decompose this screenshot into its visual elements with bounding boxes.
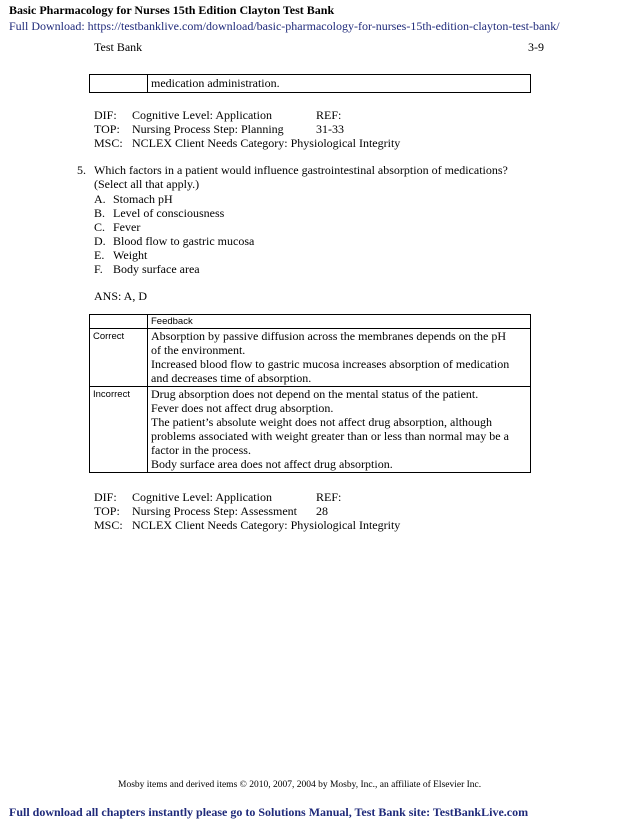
option-b — [94, 206, 224, 220]
option-letter: E. — [94, 248, 105, 262]
option-f — [94, 262, 200, 276]
feedback-corner-cell — [90, 315, 148, 329]
feedback-line: Absorption by passive diffusion across the membranes depends on the pH — [151, 329, 507, 343]
option-letter: B. — [94, 206, 106, 220]
feedback-line: Drug absorption does not depend on the mental status of the patient. — [151, 387, 479, 401]
dif-key: DIF: — [94, 108, 117, 122]
option-text: Body surface area — [113, 262, 200, 276]
msc-line — [94, 518, 400, 532]
feedback-line: Increased blood flow to gastric mucosa increases absorption of medication — [151, 357, 510, 371]
page-number: 3-9 — [528, 40, 544, 54]
feedback-line: factor in the process. — [151, 443, 251, 457]
ref-value: 28 — [316, 504, 328, 518]
download-label: Full Download: — [9, 19, 85, 33]
top-key: TOP: — [94, 504, 120, 518]
ref-group — [316, 108, 354, 136]
option-a — [94, 192, 173, 206]
document-title: Basic Pharmacology for Nurses 15th Edition Clayton Test Bank — [9, 3, 335, 17]
top-value: Nursing Process Step: Assessment — [132, 504, 297, 518]
option-text: Weight — [113, 248, 148, 262]
option-c — [94, 220, 140, 234]
previous-feedback-table — [89, 74, 531, 93]
msc-value: NCLEX Client Needs Category: Physiological Integrity — [132, 136, 401, 150]
incorrect-feedback — [148, 387, 531, 473]
feedback-line: Body surface area does not affect drug absorption. — [151, 457, 393, 471]
option-text: Level of consciousness — [113, 206, 225, 220]
download-line — [9, 19, 560, 33]
feedback-text-cell: medication administration. — [148, 75, 531, 93]
ref-key: REF: — [316, 490, 342, 504]
answer-line: ANS: A, D — [94, 289, 148, 303]
option-letter: C. — [94, 220, 106, 234]
option-letter: A. — [94, 192, 106, 206]
download-link[interactable]: https://testbanklive.com/download/basic-pharmacology-for-nurses-15th-edition-clayton-test-bank/ — [87, 19, 560, 33]
msc-value: NCLEX Client Needs Category: Physiological Integrity — [132, 518, 401, 532]
dif-key: DIF: — [94, 490, 117, 504]
option-e — [94, 248, 147, 262]
feedback-line: The patient’s absolute weight does not affect drug absorption, although — [151, 415, 493, 429]
feedback-line: of the environment. — [151, 343, 246, 357]
download-banner[interactable]: Full download all chapters instantly please go to Solutions Manual, Test Bank site: TestBankLive.com — [9, 805, 529, 819]
copyright-footer: Mosby items and derived items © 2010, 2007, 2004 by Mosby, Inc., an affiliate of Elsevier Inc. — [118, 780, 482, 790]
ref-value: 31-33 — [316, 122, 344, 136]
option-text: Fever — [113, 220, 141, 234]
msc-key: MSC: — [94, 518, 123, 532]
feedback-table — [89, 314, 531, 473]
question-stem-line: Which factors in a patient would influence gastrointestinal absorption of medications? — [94, 163, 508, 177]
option-letter: F. — [94, 262, 103, 276]
prev-msc-line — [94, 136, 400, 150]
msc-key: MSC: — [94, 136, 123, 150]
ref-group — [316, 490, 354, 518]
ref-key: REF: — [316, 108, 342, 122]
running-head: Test Bank — [94, 40, 143, 54]
correct-label: Correct — [90, 329, 148, 387]
prev-top-line — [94, 122, 284, 136]
feedback-header: Feedback — [148, 315, 531, 329]
top-key: TOP: — [94, 122, 120, 136]
correct-feedback — [148, 329, 531, 387]
incorrect-label: Incorrect — [90, 387, 148, 473]
option-text: Stomach pH — [113, 192, 173, 206]
feedback-line: problems associated with weight greater than or less than normal may be a — [151, 429, 509, 443]
top-line — [94, 504, 297, 518]
feedback-line: and decreases time of absorption. — [151, 371, 312, 385]
option-letter: D. — [94, 234, 106, 248]
question-stem — [94, 163, 534, 191]
question-number: 5. — [77, 163, 86, 177]
dif-value: Cognitive Level: Application — [132, 108, 272, 122]
option-d — [94, 234, 254, 248]
feedback-label-cell — [90, 75, 148, 93]
option-text: Blood flow to gastric mucosa — [113, 234, 255, 248]
top-value: Nursing Process Step: Planning — [132, 122, 284, 136]
question-stem-line: (Select all that apply.) — [94, 177, 200, 191]
feedback-line: Fever does not affect drug absorption. — [151, 401, 334, 415]
dif-value: Cognitive Level: Application — [132, 490, 272, 504]
